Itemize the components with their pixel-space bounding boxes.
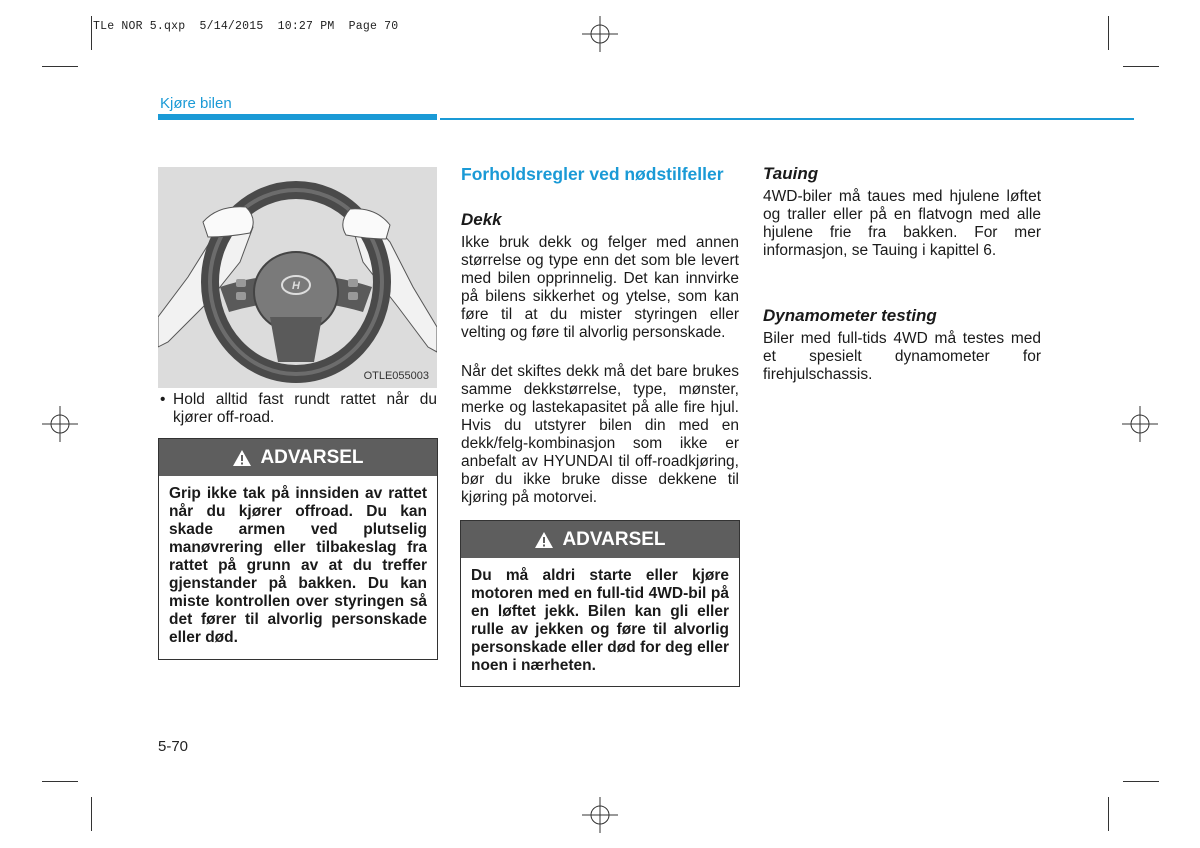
subheading-dekk: Dekk <box>461 210 502 229</box>
crop-mark <box>42 781 78 782</box>
paragraph: Når det skiftes dekk må det bare brukes samme dekkstørrelse, type, mønster, merke og lastekapasitet på alle fire hjul. Hvis du utstyrer bilen din med en dekk/felg-kombinasjon som ikke er anbefalt av HYUNDAI til off-roadkjøring, bør du ikke bruke disse dekkene til kjøring på motorvei. <box>461 363 739 506</box>
warning-header <box>159 439 437 476</box>
file-slug: TLe NOR 5.qxp 5/14/2015 10:27 PM Page 70 <box>93 20 399 33</box>
warning-header <box>461 521 739 558</box>
crop-mark <box>1108 797 1109 831</box>
page-number: 5-70 <box>158 738 189 755</box>
steering-wheel-figure <box>158 167 437 388</box>
section-heading: Forholdsregler ved nødstilfeller <box>461 164 724 184</box>
header-rule <box>440 118 1134 120</box>
paragraph: 4WD-biler må taues med hjulene løftet og traller eller på en flatvogn med alle hjulene frie fra bakken. For mer informasjon, se Tauing i kapittel 6. <box>763 188 1041 259</box>
warning-title: ADVARSEL <box>260 446 364 468</box>
warning-title: ADVARSEL <box>562 528 666 550</box>
warning-box <box>460 520 740 687</box>
section-title: Kjøre bilen <box>160 95 232 112</box>
paragraph: Biler med full-tids 4WD må testes med et spesielt dynamometer for firehjulschassis. <box>763 330 1041 383</box>
subheading-tauing: Tauing <box>763 164 819 183</box>
subheading-dynamometer: Dynamometer testing <box>763 306 937 325</box>
warning-text: Du må aldri starte eller kjøre motoren med en full-tid 4WD-bil på en løftet jekk. Bilen kan gli eller rulle av jekken og føre til alvorlig personskade eller død for deg eller noen i nærheten. <box>471 567 729 674</box>
crop-mark <box>91 16 92 50</box>
crop-mark <box>1123 66 1159 67</box>
warning-triangle-icon <box>534 531 554 549</box>
registration-mark-icon <box>582 797 618 833</box>
svg-text:H: H <box>292 280 300 292</box>
crop-mark <box>1123 781 1159 782</box>
registration-mark-icon <box>582 16 618 52</box>
crop-mark <box>1108 16 1109 50</box>
crop-mark <box>42 66 78 67</box>
steering-wheel-illustration-icon <box>158 167 437 388</box>
bullet-text: Hold alltid fast rundt rattet når du kjører off-road. <box>173 391 437 426</box>
paragraph: Ikke bruk dekk og felger med annen størrelse og type enn det som ble levert med bilen opprinnelig. Det kan innvirke på bilens sikkerhet og ytelse, som kan føre til at du mister styringen eller velting og føre til alvorlig personskade. <box>461 234 739 341</box>
warning-text: Grip ikke tak på innsiden av rattet når du kjører offroad. Du kan skade armen ved plutselig manøvrering eller tilbakeslag fra rattet på grunn av at du treffer gjenstander på bakken. Du kan miste kontrollen over styringen så det fører til alvorlig personskade eller død. <box>169 485 427 646</box>
registration-mark-icon <box>1122 406 1158 442</box>
warning-triangle-icon <box>232 449 252 467</box>
figure-code: OTLE055003 <box>363 370 429 382</box>
warning-box <box>158 438 438 660</box>
bullet-icon: • <box>160 391 166 408</box>
crop-mark <box>91 797 92 831</box>
registration-mark-icon <box>42 406 78 442</box>
header-bar <box>158 114 437 120</box>
